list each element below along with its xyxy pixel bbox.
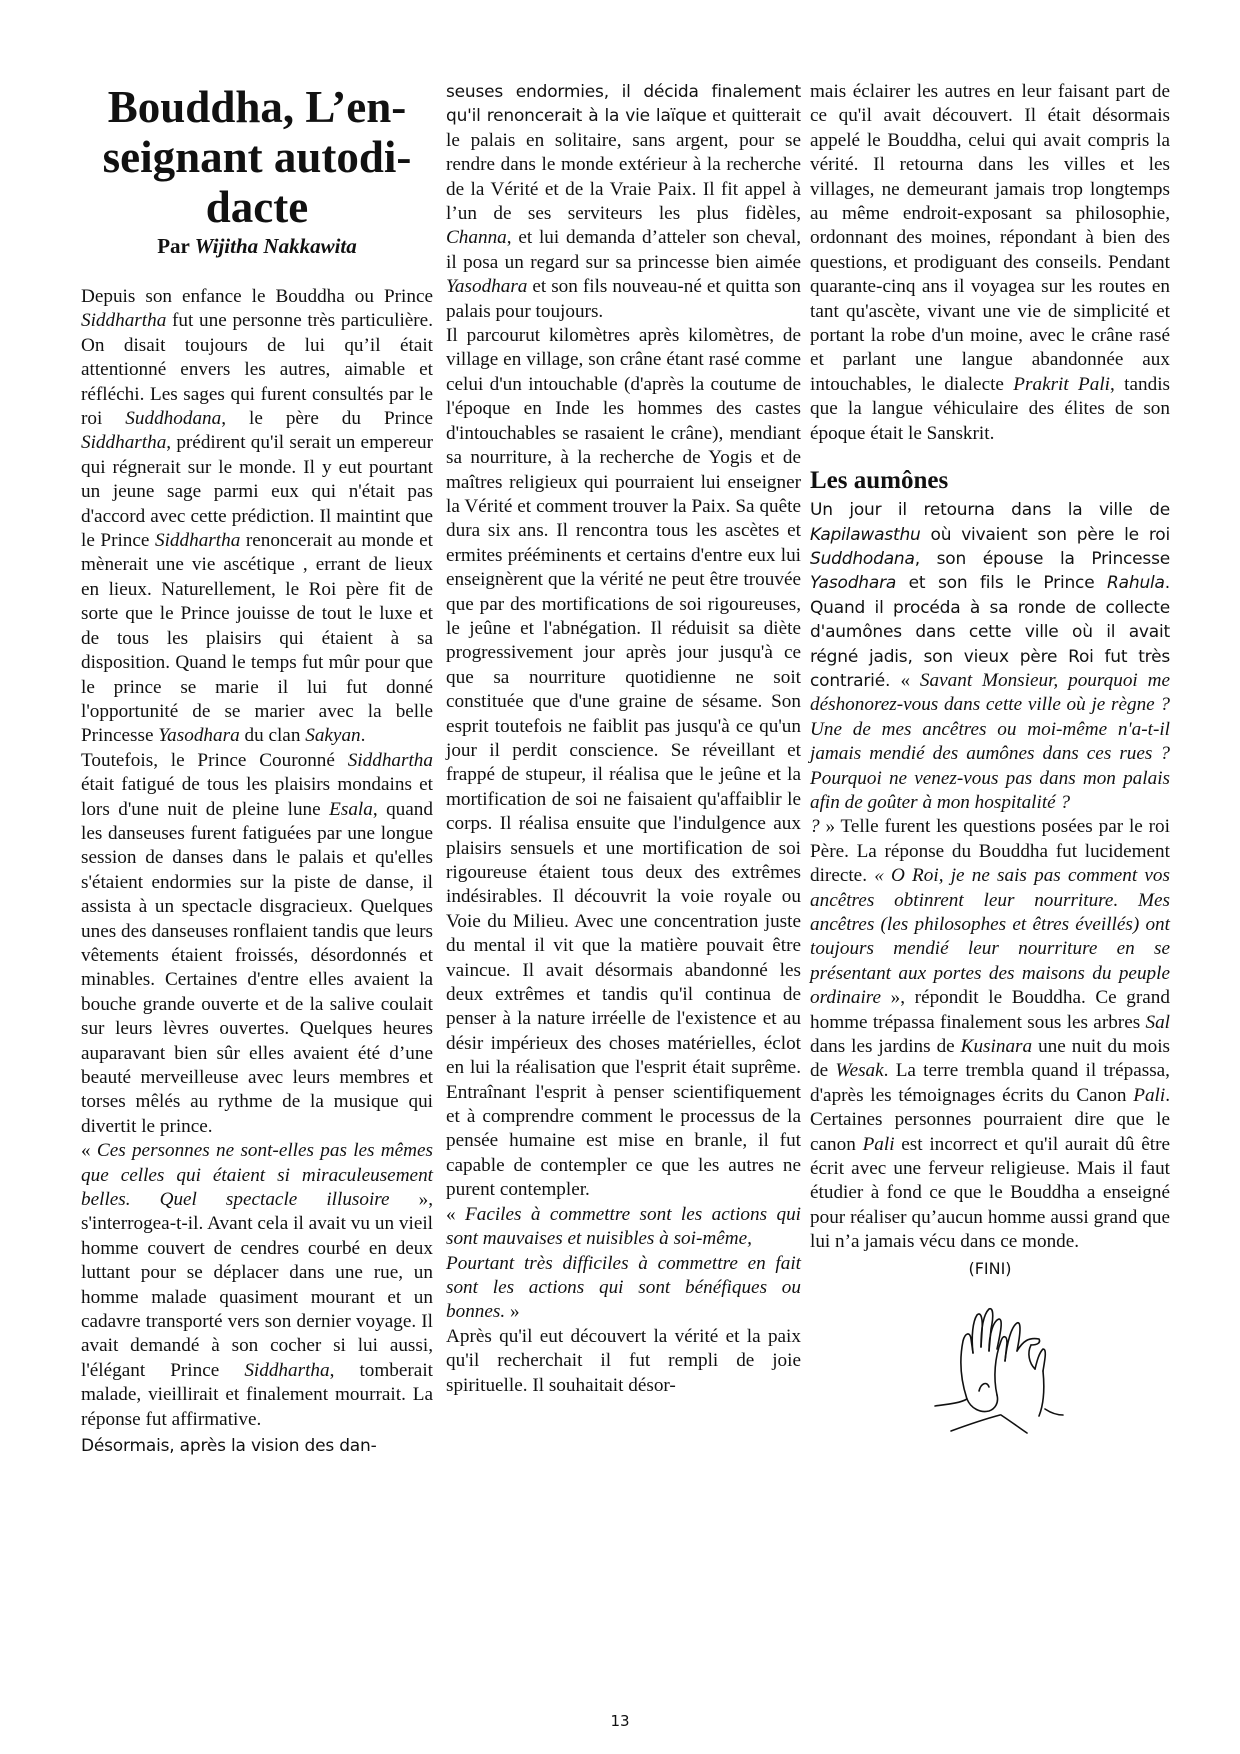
text-run: dans les jardins de bbox=[810, 1036, 961, 1058]
paragraph bbox=[446, 80, 801, 324]
italic-text: Suddhodana bbox=[810, 548, 915, 569]
text-run: Toutefois, le Prince Couronné bbox=[81, 749, 348, 771]
text-run: , et lui demanda d’atteler son cheval, il posa un regard sur sa princesse bien aimée bbox=[446, 227, 801, 273]
mudra-hands-icon bbox=[915, 1291, 1065, 1441]
paragraph bbox=[810, 498, 1170, 815]
page-number: 13 bbox=[610, 1712, 630, 1730]
text-run: . bbox=[360, 725, 366, 747]
italic-text: Siddhartha bbox=[81, 432, 167, 454]
italic-text: Ces personnes ne sont-elles pas les mêmes que celles qui étaient si miraculeusement belles. Quel spectacle illusoire bbox=[81, 1140, 434, 1211]
italic-text: Sal bbox=[1145, 1011, 1170, 1033]
quote-paragraph bbox=[81, 1139, 433, 1432]
quote-paragraph bbox=[446, 1252, 801, 1325]
italic-text: Rahula bbox=[1107, 573, 1165, 594]
text-run: , son épouse la Princesse bbox=[914, 548, 1170, 569]
text-run: et son fils le Prince bbox=[896, 573, 1108, 594]
italic-text: Yasodhara bbox=[158, 725, 240, 747]
italic-text: Prakrit Pali bbox=[1013, 373, 1111, 395]
text-run: , prédirent qu'il serait un empereur qui régnerait sur le monde. Il y eut pourtant un jeune sage parmi eux qui n'était pas d'accord avec cette prédiction. Il maintint que le Prince bbox=[81, 432, 433, 552]
text-run: , quand les danseuses furent fatiguées par une longue session de danses dans le palais et qu'elles s'étaient endormies sur la piste de danse, il assista à un spectacle disgracieux. Quelques unes des danseuses ronflaient tandis que leurs vêtements étaient froissés, désordonnés et minables. Certaines d'entre elles avaient la bouche grande ouverte et de la salive coulait sur leurs lèvres ouvertes. Quelques heures auparavant bien sûr elles avaient été d’une beauté merveilleuse avec leurs membres et torses mêlés au rythme de la musique qui divertit le prince. bbox=[81, 798, 433, 1137]
text-run: était fatigué de tous les plaisirs mondains et lors d'une nuit de pleine lune bbox=[81, 774, 433, 820]
text-run: du clan bbox=[239, 725, 306, 747]
quote-part bbox=[810, 670, 1170, 813]
italic-text: Savant Monsieur, pourquoi me déshonorez-vous dans cette ville où je règne ? Une de mes ancêtres ou moi-même n'a-t-il jamais mendié des aumônes dans ces rues ? Pourquoi ne venez-vous pas dans mon palais afin de goûter à mon hospitalité ? bbox=[810, 669, 1170, 813]
italic-text: Kapilawasthu bbox=[810, 524, 921, 545]
author-name: Wijitha Nakkawita bbox=[194, 234, 357, 258]
text-run: mais éclairer les autres en leur faisant part de ce qu'il avait découvert. Il était désormais appelé le Bouddha, celui qui avait compris la vérité. Il retourna dans les villes et les villages, ne demeurant jamais trop longtemps au même endroit-exposant sa philosophie, ordonnant des moines, répondant à bien des questions, et prodiguant des conseils. Pendant quarante-cinq ans il voyagea sur les routes en tant qu'ascète, vivant une vie de simplicité et portant la robe d'un moine, avec le crâne rasé et parlant une langue abandonnée aux intouchables, le dialecte bbox=[810, 81, 1170, 395]
quote-paragraph bbox=[446, 1203, 801, 1252]
text-run: Un jour il retourna dans la ville de bbox=[810, 500, 1170, 521]
italic-text: Yasodhara bbox=[810, 573, 897, 594]
byline bbox=[81, 234, 433, 259]
italic-text: Wesak bbox=[835, 1060, 884, 1082]
italic-text: Yasodhara bbox=[446, 276, 528, 298]
text-run: », s'interrogea-t-il. Avant cela il avait vu un vieil homme couvert de cendres courbé en deux luttant pour se déplacer dans une rue, un homme malade quasiment mourant et un cadavre transporté vers son dernier voyage. Il avait demandé à son cocher si lui aussi, l'élégant Prince bbox=[81, 1189, 433, 1381]
paragraph: Après qu'il eut découvert la vérité et la paix qu'il recherchait il fut rempli de joie spirituelle. Il souhaitait désor- bbox=[446, 1325, 801, 1396]
italic-text: Esala bbox=[329, 798, 373, 820]
title-line: dacte bbox=[205, 182, 309, 232]
italic-text: Channa bbox=[446, 227, 507, 249]
text-run: . La terre trembla quand il trépassa, d'après les témoignages écrits du Canon bbox=[810, 1060, 1170, 1106]
column-2 bbox=[446, 80, 801, 1398]
italic-text: Faciles à commettre sont les actions qui sont mauvaises et nuisibles à soi-même, bbox=[446, 1203, 801, 1250]
text-run: . Quand il procéda à sa ronde de collecte d'aumônes dans cette ville où il avait régné jadis, son vieux père Roi fut très contrarié. bbox=[810, 573, 1170, 691]
text-run: « bbox=[446, 1203, 465, 1225]
text-run: et son fils nouveau-né et quitta son palais pour toujours. bbox=[446, 276, 801, 322]
italic-text: Siddhartha bbox=[155, 530, 241, 552]
italic-text: Siddhartha bbox=[81, 310, 167, 332]
text-run: une nuit du mois de bbox=[810, 1036, 1170, 1082]
paragraph bbox=[810, 80, 1170, 446]
paragraph bbox=[810, 815, 1170, 1254]
paragraph bbox=[81, 285, 433, 749]
text-run: » Telle furent les questions posées par le roi Père. La réponse du Bouddha fut lucidement directe. bbox=[810, 816, 1170, 887]
text-run: et quitterait le palais en solitaire, sans argent, pour se rendre dans le monde extérieur à la recherche de la Vérité et de la Vraie Paix. Il fit appel à l’un de ses serviteurs les plus fidèles, bbox=[446, 105, 801, 225]
text-run: est incorrect et qu'il aurait dû être écrit avec une ferveur religieuse. Mais il faut étudier à fond ce que le Bouddha a enseigné pour réaliser qu’aucun homme aussi grand que lui n’a jamais vécu dans ce monde. bbox=[810, 1133, 1170, 1253]
byline-prefix: Par bbox=[157, 234, 190, 258]
italic-text: Sakyan bbox=[305, 725, 361, 747]
paragraph bbox=[81, 749, 433, 1140]
italic-text: ? bbox=[810, 816, 820, 838]
italic-text: « O Roi, je ne sais pas comment vos ancêtres obtinrent leur nourriture. Mes ancêtres (les philosophes et êtres éveillés) ont toujours mendié leur nourriture en se présentant aux portes des maisons du peuple ordinaire bbox=[810, 865, 1170, 1009]
section-heading: Les aumônes bbox=[810, 467, 949, 495]
text-run: « bbox=[900, 669, 920, 691]
text-run: Depuis son enfance le Bouddha ou Prince bbox=[81, 286, 433, 307]
article-title bbox=[81, 82, 433, 232]
text-run: » bbox=[505, 1301, 520, 1323]
column-1 bbox=[81, 78, 433, 1459]
text-run: , tomberait malade, vieillirait et finalement mourrait. La réponse fut affirmative. bbox=[81, 1359, 433, 1430]
text-run: fut une personne très particulière. On disait toujours de lui qu’il était attentionné envers les autres, aimable et réfléchi. Les sages qui furent consultés par le roi bbox=[81, 310, 433, 430]
italic-text: Pali bbox=[1133, 1084, 1166, 1106]
text-run: , tandis que la langue véhiculaire des élites de son époque était le Sanskrit. bbox=[810, 373, 1170, 444]
italic-text: Kusinara bbox=[960, 1036, 1033, 1058]
text-run: « bbox=[81, 1140, 97, 1162]
italic-text: Pali bbox=[862, 1133, 895, 1155]
title-line: Bouddha, L’en- bbox=[107, 82, 407, 132]
text-run: renoncerait au monde et mènerait une vie ascétique , errant de lieux en lieux. Naturellement, le Roi père fit de sorte que le Prince jouisse de tout le luxe et de tous les plaisirs qui étaient à sa disposition. Quand le temps fut mûr pour que le prince se marie il lui fut donné l'opportunité de se marier avec la belle Princesse bbox=[81, 530, 434, 747]
italic-text: Siddhartha bbox=[244, 1359, 330, 1381]
paragraph: Désormais, après la vision des dan- bbox=[81, 1436, 377, 1457]
paragraph: Il parcourut kilomètres après kilomètres, de village en village, son crâne étant rasé comme celui d'un intouchable (d'après la coutume de l'époque en Inde les hommes des castes d'intouchables se rasaient le crâne), mendiant sa nourriture, à la recherche de Yogis et de maîtres religieux qui pourraient lui enseigner la Vérité et comment trouver la Paix. Sa quête dura six ans. Il rencontra tous les ascètes et ermites prééminents et certains d'entre eux lui enseignèrent que la vérité ne peut être trouvée que par des mortifications de soi rigoureuses, le jeûne et l'abnégation. Il réduisit sa diète progressivement jour après jour jusqu'à ce que sa nourriture quotidienne ne soit constituée que d'une graine de sésame. Son esprit toutefois ne faiblit pas jusqu'à ce qu'un jour il perdit conscience. Se réveillant et frappé de stupeur, il réalisa que le jeûne et la mortification de soi ne faisaient qu'affaiblir le corps. Il réalisa ensuite que l'indulgence aux plaisirs sensuels et une mortification de soi rigoureuse étaient tous deux des extrêmes indésirables. Il découvrit la voie royale ou Voie du Milieu. Avec une concentration juste du mental il vit que la matière pouvait être vaincue. Il avait désormais abandonné les deux extrêmes et tandis qu'il continua de penser à la nature irréelle de l'existence et au désir impérieux des choses matérielles, éclot en lui la réalisation que l'esprit était suprême. Entraînant l'esprit à penser scientifiquement et à comprendre comment le processus de la pensée humaine est mise en branle, il fut capable de contempler ce que les autres ne purent contempler. bbox=[446, 325, 801, 1201]
end-mark: (FINI) bbox=[968, 1258, 1012, 1278]
column-3 bbox=[810, 80, 1170, 1441]
italic-text: Pourtant très difficiles à commettre en fait sont les actions qui sont bénéfiques ou bonnes. bbox=[446, 1252, 801, 1323]
text-run: seuses endormies, il décida finalement qu'il renoncerait à la vie laïque bbox=[446, 82, 801, 127]
text-run: », répondit le Bouddha. Ce grand homme trépassa finalement sous les arbres bbox=[810, 987, 1170, 1033]
paragraph-sans-part bbox=[810, 500, 1170, 691]
text-run: où vivaient son père le roi bbox=[920, 524, 1170, 545]
text-run: . Certaines personnes pourraient dire que le canon bbox=[810, 1084, 1170, 1155]
title-line: seignant autodi- bbox=[102, 132, 412, 182]
italic-text: Siddhartha bbox=[347, 749, 433, 771]
italic-text: Suddhodana bbox=[125, 408, 222, 430]
text-run: , le père du Prince bbox=[221, 408, 433, 430]
